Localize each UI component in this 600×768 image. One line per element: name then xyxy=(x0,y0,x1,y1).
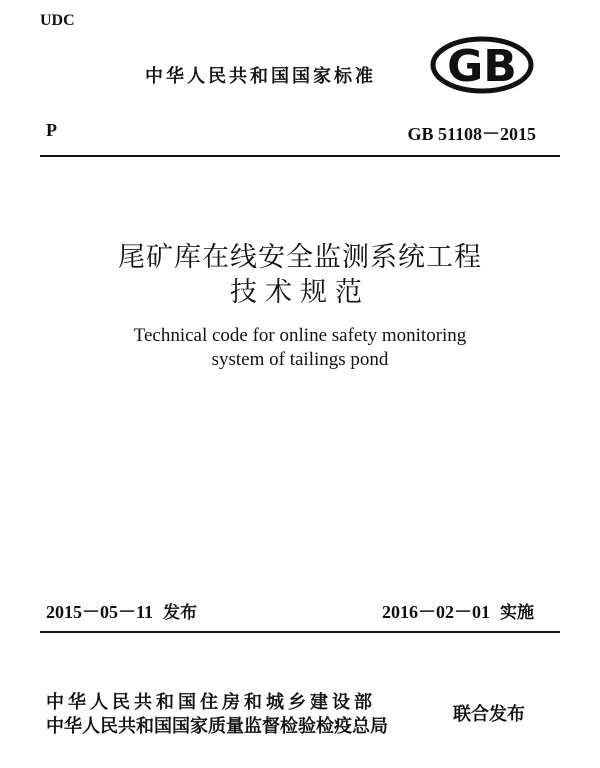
gb-logo-text: GB xyxy=(447,41,517,92)
effective-label: 实施 xyxy=(500,603,534,623)
standard-number: GB 51108－2015 xyxy=(407,124,536,144)
classification-code: P xyxy=(46,120,57,140)
english-title-line-2: system of tailings pond xyxy=(211,349,389,370)
effective-date-block xyxy=(382,598,534,624)
issuer-line-1: 中华人民共和国住房和城乡建设部 xyxy=(46,692,376,713)
joint-issue-label: 联合发布 xyxy=(453,704,525,725)
issuer-line-2: 中华人民共和国国家质量监督检验检疫总局 xyxy=(46,716,388,737)
issue-label: 发布 xyxy=(163,603,198,623)
top-divider xyxy=(40,155,560,157)
national-standard-label: 中华人民共和国国家标准 xyxy=(145,66,376,87)
issue-date: 2015－05－11 xyxy=(46,602,154,622)
bottom-divider xyxy=(40,631,560,633)
gb-logo xyxy=(430,36,534,94)
issue-date-block xyxy=(46,598,197,624)
udc-label: UDC xyxy=(40,12,75,29)
chinese-title-line-1: 尾矿库在线安全监测系统工程 xyxy=(118,242,482,273)
chinese-title-line-2: 技术规范 xyxy=(230,277,370,308)
english-title-line-1: Technical code for online safety monitoring xyxy=(133,325,467,346)
effective-date: 2016－02－01 xyxy=(382,602,490,622)
